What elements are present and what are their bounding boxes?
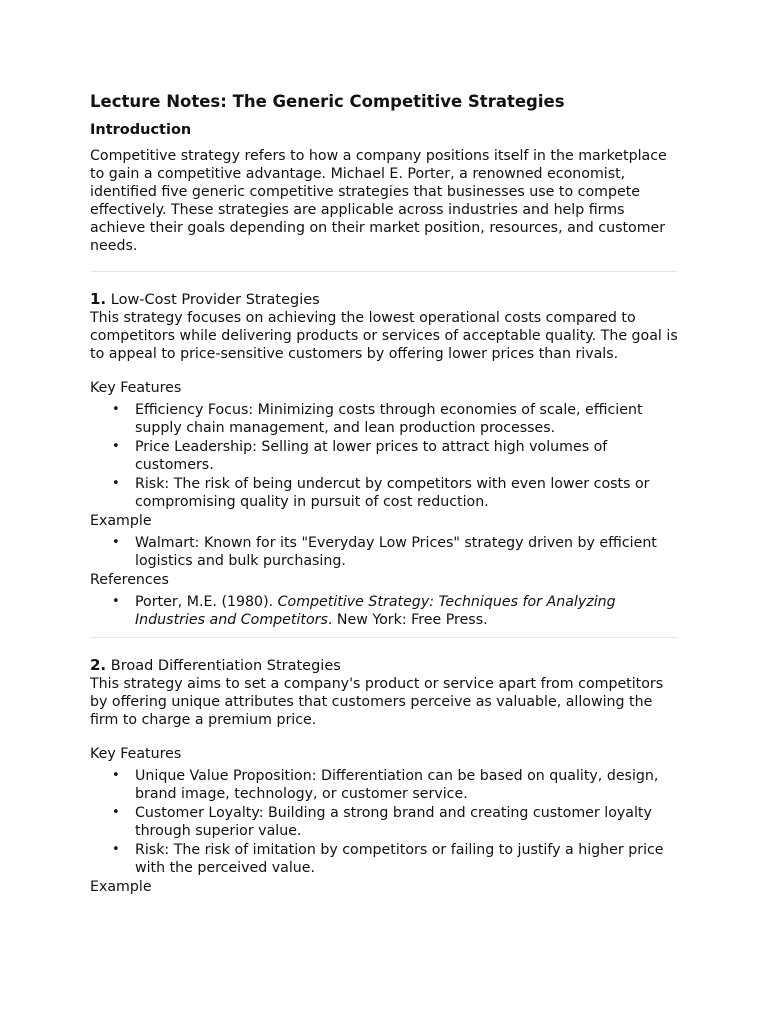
references-label: References bbox=[90, 572, 169, 588]
section-divider bbox=[90, 271, 678, 272]
list-item: • Customer Loyalty: Building a strong brand and creating customer loyalty through superior value. bbox=[135, 804, 678, 840]
references-list bbox=[90, 593, 678, 629]
section-divider bbox=[90, 637, 678, 638]
introduction-paragraph: Competitive strategy refers to how a company positions itself in the marketplace to gain a competitive advantage. Michael E. Porter, a renowned economist, identified five generic competitive strategies that businesses use to compete effectively. These strategies are applicable across industries and help firms achieve their goals depending on their market position, resources, and customer needs. bbox=[90, 148, 667, 254]
reference-author: Porter, M.E. (1980). bbox=[135, 594, 278, 610]
strategy-number: 1. bbox=[90, 290, 107, 308]
introduction-heading: Introduction bbox=[90, 122, 192, 138]
strategy-description: This strategy focuses on achieving the lowest operational costs compared to competitors while delivering products or services of acceptable quality. The goal is to appeal to price-sensitive customers by offering lower prices than rivals. bbox=[90, 310, 678, 362]
example-label: Example bbox=[90, 879, 152, 895]
reference-title: Competitive Strategy: Techniques for Analyzing Industries and Competitors bbox=[135, 594, 616, 628]
key-features-label: Key Features bbox=[90, 746, 182, 762]
strategy-title-text: Broad Differentiation Strategies bbox=[110, 658, 341, 674]
reference-publisher: . New York: Free Press. bbox=[327, 612, 488, 628]
list-item: • Risk: The risk of being undercut by competitors with even lower costs or compromising quality in pursuit of cost reduction. bbox=[135, 475, 678, 511]
strategy-title-1 bbox=[90, 290, 678, 309]
example-list bbox=[90, 534, 678, 570]
list-item: • Walmart: Known for its "Everyday Low Prices" strategy driven by efficient logistics and bulk purchasing. bbox=[135, 534, 678, 570]
strategy-description: This strategy aims to set a company's product or service apart from competitors by offering unique attributes that customers perceive as valuable, allowing the firm to charge a premium price. bbox=[90, 676, 664, 728]
list-item: • Unique Value Proposition: Differentiation can be based on quality, design, brand image, technology, or customer service. bbox=[135, 767, 678, 803]
key-features-list bbox=[90, 401, 678, 511]
reference-item bbox=[135, 593, 678, 629]
example-label: Example bbox=[90, 513, 152, 529]
list-item: • Efficiency Focus: Minimizing costs through economies of scale, efficient supply chain management, and lean production processes. bbox=[135, 401, 678, 437]
key-features-list bbox=[90, 767, 678, 877]
list-item: • Risk: The risk of imitation by competitors or failing to justify a higher price with the perceived value. bbox=[135, 841, 678, 877]
strategy-title-text: Low-Cost Provider Strategies bbox=[110, 292, 320, 308]
key-features-label: Key Features bbox=[90, 380, 182, 396]
page-title: Lecture Notes: The Generic Competitive Strategies bbox=[90, 92, 565, 111]
strategy-section-2 bbox=[90, 656, 678, 896]
strategy-number: 2. bbox=[90, 656, 107, 674]
list-item: • Price Leadership: Selling at lower prices to attract high volumes of customers. bbox=[135, 438, 678, 474]
strategy-title-2 bbox=[90, 656, 678, 675]
strategy-section-1 bbox=[90, 290, 678, 629]
